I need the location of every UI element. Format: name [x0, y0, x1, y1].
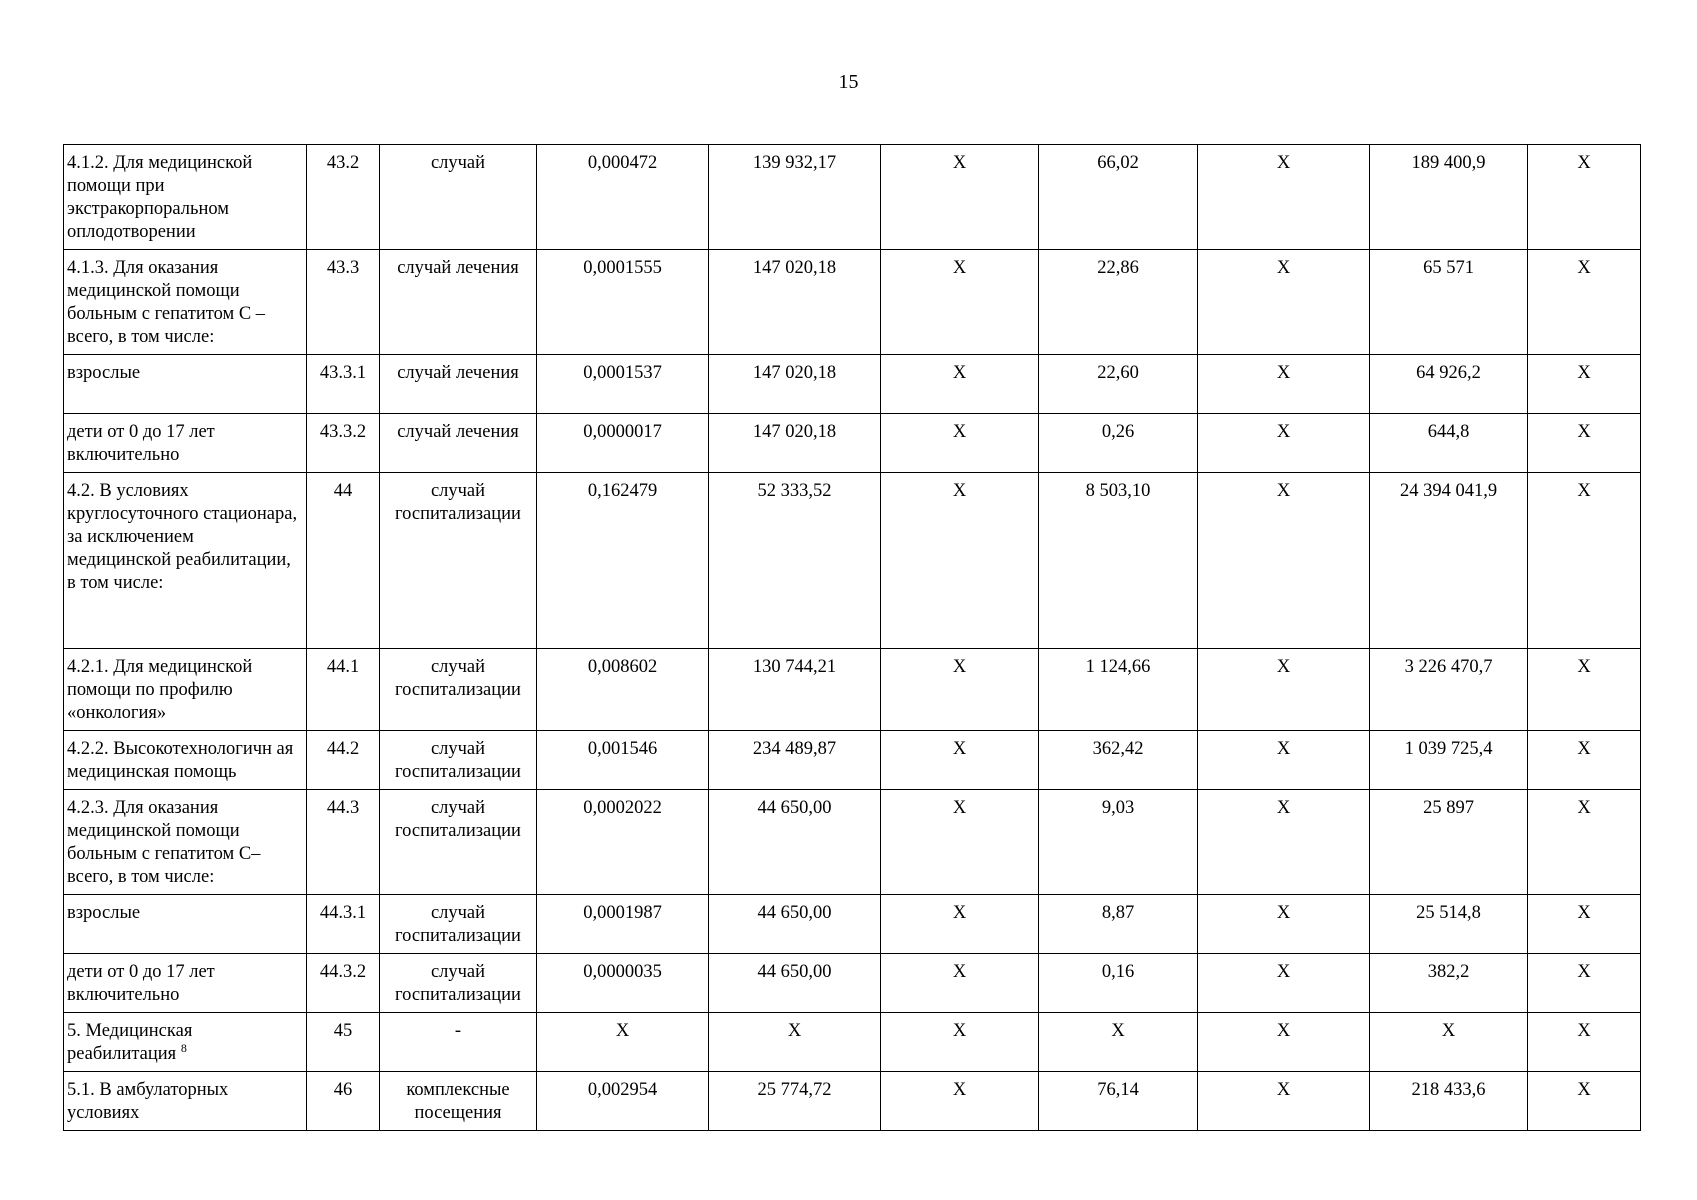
- norm-cost-cell: [709, 1072, 881, 1131]
- unit-cell: [380, 145, 537, 250]
- oms-per-capita-text: 8 503,10: [1085, 481, 1151, 501]
- data-table: [63, 144, 1641, 1131]
- norm-volume-text: 0,0000035: [583, 962, 662, 982]
- row-number-text: 44.3: [326, 798, 360, 818]
- share-cell: [1528, 790, 1641, 895]
- norm-volume-text: Х: [615, 1021, 630, 1041]
- row-name-cell: [64, 1072, 307, 1131]
- oms-per-capita-cell: [1039, 473, 1198, 649]
- norm-volume-cell: [537, 954, 709, 1013]
- row-name-text: 4.2.2. Высокотехнологичн ая медицинская помощь: [67, 739, 294, 782]
- row-name-text: 4.2.1. Для медицинской помощи по профилю «онкология»: [67, 657, 253, 723]
- budget-total-text: Х: [1276, 1080, 1291, 1100]
- oms-per-capita-cell: [1039, 731, 1198, 790]
- row-name-text: взрослые: [67, 903, 141, 923]
- table-row: [64, 895, 1641, 954]
- oms-total-text: 25 897: [1423, 798, 1474, 818]
- table-row: [64, 473, 1641, 649]
- oms-total-text: 189 400,9: [1411, 153, 1486, 173]
- unit-cell: [380, 649, 537, 731]
- oms-per-capita-text: Х: [1111, 1021, 1125, 1041]
- row-name-text: взрослые: [67, 363, 141, 383]
- row-name-cell: [64, 790, 307, 895]
- row-number-cell: [307, 145, 380, 250]
- unit-cell: [380, 355, 537, 414]
- row-number-cell: [307, 649, 380, 731]
- unit-cell: [380, 473, 537, 649]
- table-row: [64, 355, 1641, 414]
- oms-total-text: 382,2: [1427, 962, 1470, 982]
- row-number-cell: [307, 414, 380, 473]
- unit-text: случай госпитализации: [395, 481, 521, 524]
- norm-volume-cell: [537, 414, 709, 473]
- norm-cost-text: 44 650,00: [757, 903, 832, 923]
- norm-volume-cell: [537, 1013, 709, 1072]
- share-cell: [1528, 473, 1641, 649]
- oms-per-capita-cell: [1039, 649, 1198, 731]
- oms-per-capita-cell: [1039, 414, 1198, 473]
- unit-text: случай: [430, 153, 486, 173]
- budget-total-text: Х: [1276, 657, 1291, 677]
- row-name-cell: [64, 1013, 307, 1072]
- budget-total-text: Х: [1276, 258, 1291, 278]
- row-name-text: 4.2. В условиях круглосуточного стационара, за исключением медицинской реабилитации, в том числе:: [67, 481, 298, 593]
- row-number-cell: [307, 250, 380, 355]
- norm-volume-cell: [537, 250, 709, 355]
- budget-total-cell: [1198, 250, 1370, 355]
- budget-total-cell: [1198, 895, 1370, 954]
- oms-per-capita-cell: [1039, 1013, 1198, 1072]
- share-text: Х: [1577, 739, 1591, 759]
- row-number-text: 44.2: [326, 739, 360, 759]
- oms-per-capita-text: 362,42: [1092, 739, 1144, 759]
- table-row: [64, 790, 1641, 895]
- share-cell: [1528, 414, 1641, 473]
- oms-total-cell: [1370, 731, 1528, 790]
- row-name-cell: [64, 649, 307, 731]
- page-number: 15: [838, 71, 859, 93]
- share-cell: [1528, 145, 1641, 250]
- row-name-cell: [64, 250, 307, 355]
- unit-cell: [380, 250, 537, 355]
- oms-per-capita-text: 22,60: [1097, 363, 1139, 383]
- table-body: [64, 145, 1641, 1131]
- norm-cost-text: 44 650,00: [757, 962, 832, 982]
- row-name-cell: [64, 895, 307, 954]
- row-number-text: 44.3.2: [319, 962, 367, 982]
- oms-per-capita-cell: [1039, 895, 1198, 954]
- row-number-text: 43.3.1: [319, 363, 367, 383]
- share-text: Х: [1577, 422, 1591, 442]
- oms-total-text: 644,8: [1427, 422, 1470, 442]
- norm-volume-cell: [537, 1072, 709, 1131]
- oms-total-cell: [1370, 1013, 1528, 1072]
- unit-text: случай лечения: [397, 363, 519, 383]
- oms-per-capita-text: 1 124,66: [1085, 657, 1151, 677]
- oms-per-capita-cell: [1039, 355, 1198, 414]
- budget-total-text: Х: [1276, 798, 1291, 818]
- norm-cost-cell: [709, 895, 881, 954]
- oms-total-text: 64 926,2: [1416, 363, 1481, 383]
- unit-cell: [380, 954, 537, 1013]
- share-text: Х: [1577, 153, 1591, 173]
- norm-cost-text: 147 020,18: [752, 363, 837, 383]
- budget-total-text: Х: [1276, 962, 1291, 982]
- unit-text: -: [454, 1021, 462, 1041]
- budget-per-capita-cell: [881, 145, 1039, 250]
- budget-per-capita-cell: [881, 731, 1039, 790]
- norm-cost-cell: [709, 1013, 881, 1072]
- budget-per-capita-cell: [881, 895, 1039, 954]
- row-name-cell: [64, 473, 307, 649]
- norm-volume-cell: [537, 473, 709, 649]
- unit-text: случай госпитализации: [395, 962, 521, 1005]
- budget-per-capita-text: Х: [952, 962, 967, 982]
- norm-volume-text: 0,001546: [587, 739, 658, 759]
- row-name-text: 5.1. В амбулаторных условиях: [67, 1080, 229, 1123]
- row-number-text: 44.1: [326, 657, 360, 677]
- norm-cost-cell: [709, 145, 881, 250]
- unit-cell: [380, 1013, 537, 1072]
- norm-volume-cell: [537, 790, 709, 895]
- row-number-text: 43.2: [326, 153, 360, 173]
- norm-volume-text: 0,0001555: [583, 258, 662, 278]
- norm-volume-cell: [537, 895, 709, 954]
- budget-total-text: Х: [1276, 363, 1291, 383]
- share-text: Х: [1577, 1021, 1591, 1041]
- norm-volume-text: 0,000472: [587, 153, 658, 173]
- budget-per-capita-cell: [881, 250, 1039, 355]
- norm-volume-text: 0,0000017: [583, 422, 662, 442]
- norm-volume-cell: [537, 731, 709, 790]
- budget-total-cell: [1198, 954, 1370, 1013]
- row-number-text: 46: [333, 1080, 353, 1100]
- oms-total-cell: [1370, 649, 1528, 731]
- table-row: [64, 1013, 1641, 1072]
- share-cell: [1528, 895, 1641, 954]
- budget-total-text: Х: [1276, 153, 1291, 173]
- oms-total-text: 218 433,6: [1411, 1080, 1486, 1100]
- oms-per-capita-text: 76,14: [1097, 1080, 1139, 1100]
- unit-text: случай госпитализации: [395, 657, 521, 700]
- budget-per-capita-text: Х: [952, 1021, 967, 1041]
- oms-per-capita-text: 9,03: [1101, 798, 1135, 818]
- norm-cost-text: 147 020,18: [752, 258, 837, 278]
- share-text: Х: [1577, 962, 1591, 982]
- table-row: [64, 1072, 1641, 1131]
- share-text: Х: [1577, 258, 1591, 278]
- row-number-text: 43.3.2: [319, 422, 367, 442]
- budget-per-capita-text: Х: [952, 798, 967, 818]
- norm-volume-cell: [537, 355, 709, 414]
- oms-per-capita-text: 8,87: [1101, 903, 1135, 923]
- norm-volume-text: 0,0001537: [583, 363, 662, 383]
- oms-total-text: 25 514,8: [1416, 903, 1481, 923]
- oms-total-cell: [1370, 895, 1528, 954]
- row-number-cell: [307, 355, 380, 414]
- norm-cost-cell: [709, 649, 881, 731]
- row-number-cell: [307, 1072, 380, 1131]
- oms-per-capita-cell: [1039, 954, 1198, 1013]
- budget-per-capita-cell: [881, 414, 1039, 473]
- budget-total-text: Х: [1276, 481, 1291, 501]
- norm-volume-text: 0,002954: [587, 1080, 658, 1100]
- unit-text: случай госпитализации: [395, 903, 521, 946]
- budget-per-capita-cell: [881, 473, 1039, 649]
- budget-per-capita-cell: [881, 355, 1039, 414]
- budget-total-cell: [1198, 355, 1370, 414]
- norm-cost-text: 25 774,72: [757, 1080, 832, 1100]
- norm-cost-text: 234 489,87: [752, 739, 837, 759]
- row-number-cell: [307, 473, 380, 649]
- row-number-text: 44: [333, 481, 353, 501]
- budget-per-capita-text: Х: [952, 739, 967, 759]
- budget-per-capita-text: Х: [952, 422, 967, 442]
- oms-total-text: Х: [1441, 1021, 1456, 1041]
- budget-per-capita-cell: [881, 1013, 1039, 1072]
- share-cell: [1528, 731, 1641, 790]
- norm-volume-text: 0,162479: [587, 481, 658, 501]
- share-text: Х: [1577, 363, 1591, 383]
- oms-total-text: 1 039 725,4: [1404, 739, 1493, 759]
- share-text: Х: [1577, 481, 1591, 501]
- unit-cell: [380, 790, 537, 895]
- norm-cost-cell: [709, 355, 881, 414]
- row-number-cell: [307, 1013, 380, 1072]
- row-name-text: 4.2.3. Для оказания медицинской помощи больным с гепатитом С– всего, в том числе:: [67, 798, 261, 887]
- norm-cost-text: Х: [787, 1021, 802, 1041]
- row-name-text: дети от 0 до 17 лет включительно: [67, 962, 215, 1005]
- budget-per-capita-text: Х: [952, 481, 967, 501]
- table-row: [64, 649, 1641, 731]
- row-name-cell: [64, 145, 307, 250]
- table-row: [64, 414, 1641, 473]
- norm-volume-cell: [537, 145, 709, 250]
- row-number-text: 45: [333, 1021, 353, 1041]
- share-text: Х: [1577, 1080, 1591, 1100]
- row-name-text: дети от 0 до 17 лет включительно: [67, 422, 215, 465]
- table-row: [64, 731, 1641, 790]
- norm-volume-text: 0,0001987: [583, 903, 662, 923]
- oms-total-cell: [1370, 250, 1528, 355]
- budget-total-cell: [1198, 649, 1370, 731]
- oms-total-text: 24 394 041,9: [1399, 481, 1498, 501]
- norm-cost-text: 139 932,17: [752, 153, 837, 173]
- budget-per-capita-text: Х: [952, 903, 967, 923]
- oms-total-cell: [1370, 473, 1528, 649]
- norm-cost-text: 52 333,52: [757, 481, 832, 501]
- row-name-text: 5. Медицинская реабилитация: [67, 1021, 193, 1064]
- footnote-marker: 8: [180, 1040, 187, 1055]
- unit-cell: [380, 1072, 537, 1131]
- row-name-text: 4.1.3. Для оказания медицинской помощи больным с гепатитом С – всего, в том числе:: [67, 258, 266, 347]
- oms-total-cell: [1370, 355, 1528, 414]
- norm-cost-cell: [709, 954, 881, 1013]
- budget-per-capita-cell: [881, 1072, 1039, 1131]
- row-number-cell: [307, 731, 380, 790]
- budget-total-cell: [1198, 790, 1370, 895]
- row-name-cell: [64, 414, 307, 473]
- norm-cost-cell: [709, 790, 881, 895]
- oms-per-capita-text: 22,86: [1097, 258, 1139, 278]
- budget-total-cell: [1198, 1072, 1370, 1131]
- row-name-text: 4.1.2. Для медицинской помощи при экстракорпоральном оплодотворении: [67, 153, 253, 242]
- row-number-cell: [307, 895, 380, 954]
- share-cell: [1528, 1072, 1641, 1131]
- share-text: Х: [1577, 903, 1591, 923]
- norm-cost-cell: [709, 731, 881, 790]
- budget-per-capita-text: Х: [952, 258, 967, 278]
- oms-per-capita-cell: [1039, 1072, 1198, 1131]
- row-number-text: 44.3.1: [319, 903, 367, 923]
- row-name-cell: [64, 355, 307, 414]
- share-cell: [1528, 355, 1641, 414]
- norm-volume-cell: [537, 649, 709, 731]
- norm-cost-cell: [709, 250, 881, 355]
- oms-total-cell: [1370, 790, 1528, 895]
- oms-per-capita-cell: [1039, 250, 1198, 355]
- norm-volume-text: 0,0002022: [583, 798, 662, 818]
- oms-total-text: 65 571: [1423, 258, 1474, 278]
- budget-total-cell: [1198, 414, 1370, 473]
- budget-per-capita-text: Х: [952, 363, 967, 383]
- unit-text: случай лечения: [397, 258, 519, 278]
- table-row: [64, 145, 1641, 250]
- oms-total-cell: [1370, 145, 1528, 250]
- unit-text: случай лечения: [397, 422, 519, 442]
- budget-total-cell: [1198, 145, 1370, 250]
- row-name-cell: [64, 731, 307, 790]
- oms-per-capita-cell: [1039, 145, 1198, 250]
- norm-cost-text: 44 650,00: [757, 798, 832, 818]
- oms-total-text: 3 226 470,7: [1404, 657, 1493, 677]
- share-cell: [1528, 1013, 1641, 1072]
- norm-cost-text: 130 744,21: [752, 657, 837, 677]
- share-text: Х: [1577, 657, 1591, 677]
- oms-per-capita-text: 0,16: [1101, 962, 1135, 982]
- table-row: [64, 250, 1641, 355]
- share-cell: [1528, 250, 1641, 355]
- row-name-cell: [64, 954, 307, 1013]
- oms-total-cell: [1370, 954, 1528, 1013]
- budget-total-text: Х: [1276, 739, 1291, 759]
- budget-per-capita-text: Х: [952, 1080, 967, 1100]
- unit-text: случай госпитализации: [395, 798, 521, 841]
- budget-total-cell: [1198, 731, 1370, 790]
- norm-volume-text: 0,008602: [587, 657, 658, 677]
- unit-cell: [380, 895, 537, 954]
- oms-per-capita-text: 0,26: [1101, 422, 1135, 442]
- row-number-text: 43.3: [326, 258, 360, 278]
- norm-cost-cell: [709, 473, 881, 649]
- unit-cell: [380, 414, 537, 473]
- norm-cost-text: 147 020,18: [752, 422, 837, 442]
- oms-per-capita-cell: [1039, 790, 1198, 895]
- row-number-cell: [307, 790, 380, 895]
- budget-per-capita-cell: [881, 954, 1039, 1013]
- budget-total-cell: [1198, 473, 1370, 649]
- row-number-cell: [307, 954, 380, 1013]
- budget-per-capita-cell: [881, 649, 1039, 731]
- oms-per-capita-text: 66,02: [1097, 153, 1139, 173]
- unit-cell: [380, 731, 537, 790]
- budget-total-text: Х: [1276, 903, 1291, 923]
- oms-total-cell: [1370, 1072, 1528, 1131]
- share-text: Х: [1577, 798, 1591, 818]
- budget-per-capita-cell: [881, 790, 1039, 895]
- budget-per-capita-text: Х: [952, 153, 967, 173]
- norm-cost-cell: [709, 414, 881, 473]
- share-cell: [1528, 954, 1641, 1013]
- budget-total-text: Х: [1276, 1021, 1291, 1041]
- share-cell: [1528, 649, 1641, 731]
- budget-per-capita-text: Х: [952, 657, 967, 677]
- unit-text: случай госпитализации: [395, 739, 521, 782]
- table-row: [64, 954, 1641, 1013]
- budget-total-text: Х: [1276, 422, 1291, 442]
- unit-text: комплексные посещения: [406, 1080, 510, 1123]
- oms-total-cell: [1370, 414, 1528, 473]
- budget-total-cell: [1198, 1013, 1370, 1072]
